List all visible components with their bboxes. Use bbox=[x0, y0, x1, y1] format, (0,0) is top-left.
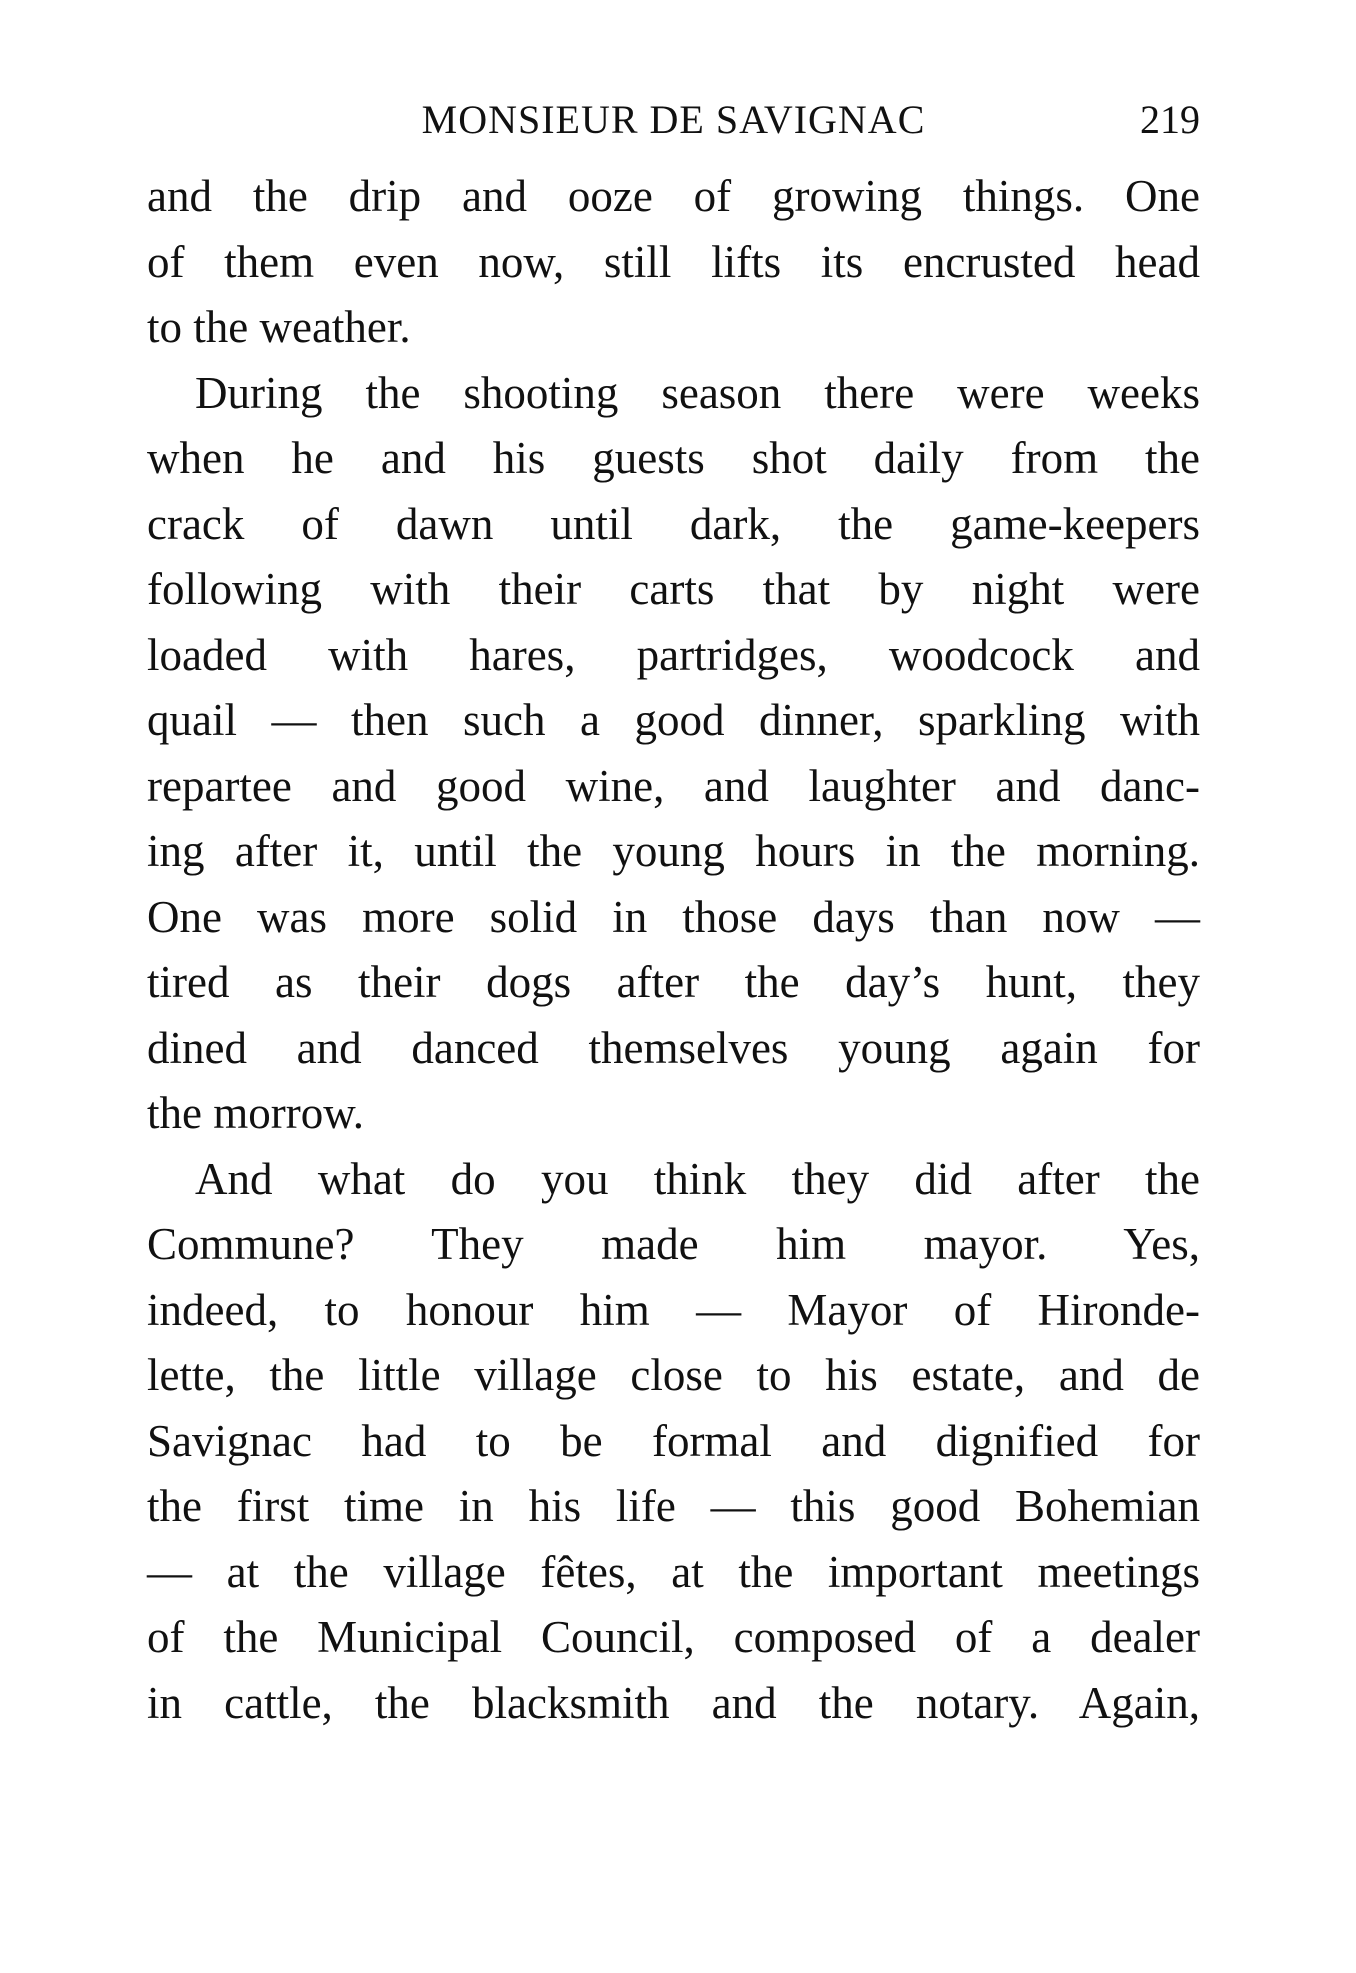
text-line: Savignac had to be formal and dignified for bbox=[147, 1415, 1200, 1466]
text-line: dined and danced themselves young again for bbox=[147, 1022, 1200, 1073]
text-line: lette, the little village close to his estate, and de bbox=[147, 1350, 1200, 1400]
text-line: One was more solid in those days than now — bbox=[147, 891, 1200, 942]
text-line: repartee and good wine, and laughter and danc- bbox=[147, 760, 1200, 811]
text-line: of the Municipal Council, composed of a dealer bbox=[147, 1612, 1200, 1662]
text-line: During the shooting season there were weeks bbox=[195, 367, 1200, 418]
text-line: the first time in his life — this good Bohemian bbox=[147, 1481, 1200, 1531]
text-line: quail — then such a good dinner, sparkling with bbox=[147, 695, 1200, 745]
text-line: ing after it, until the young hours in the morning. bbox=[147, 826, 1200, 876]
text-line: tired as their dogs after the day’s hunt, they bbox=[147, 957, 1200, 1007]
body-text bbox=[147, 164, 1200, 1736]
running-title: MONSIEUR DE SAVIGNAC bbox=[421, 97, 926, 142]
text-line: loaded with hares, partridges, woodcock and bbox=[147, 629, 1200, 680]
text-line: following with their carts that by night were bbox=[147, 564, 1200, 614]
text-line: — at the village fêtes, at the important meetings bbox=[147, 1546, 1200, 1597]
text-line: and the drip and ooze of growing things. One bbox=[147, 171, 1200, 221]
text-line: in cattle, the blacksmith and the notary. Again, bbox=[147, 1677, 1200, 1728]
page-number: 219 bbox=[1140, 97, 1200, 142]
text-line: indeed, to honour him — Mayor of Hironde- bbox=[147, 1284, 1200, 1335]
text-line: the morrow. bbox=[147, 1088, 365, 1138]
text-line: to the weather. bbox=[147, 302, 411, 352]
text-line: And what do you think they did after the bbox=[195, 1153, 1200, 1204]
text-line: when he and his guests shot daily from the bbox=[147, 433, 1200, 483]
text-line: crack of dawn until dark, the game-keepers bbox=[147, 498, 1200, 549]
text-line: Commune? They made him mayor. Yes, bbox=[147, 1219, 1200, 1269]
text-line: of them even now, still lifts its encrusted head bbox=[147, 236, 1200, 287]
page-header bbox=[147, 92, 1200, 148]
